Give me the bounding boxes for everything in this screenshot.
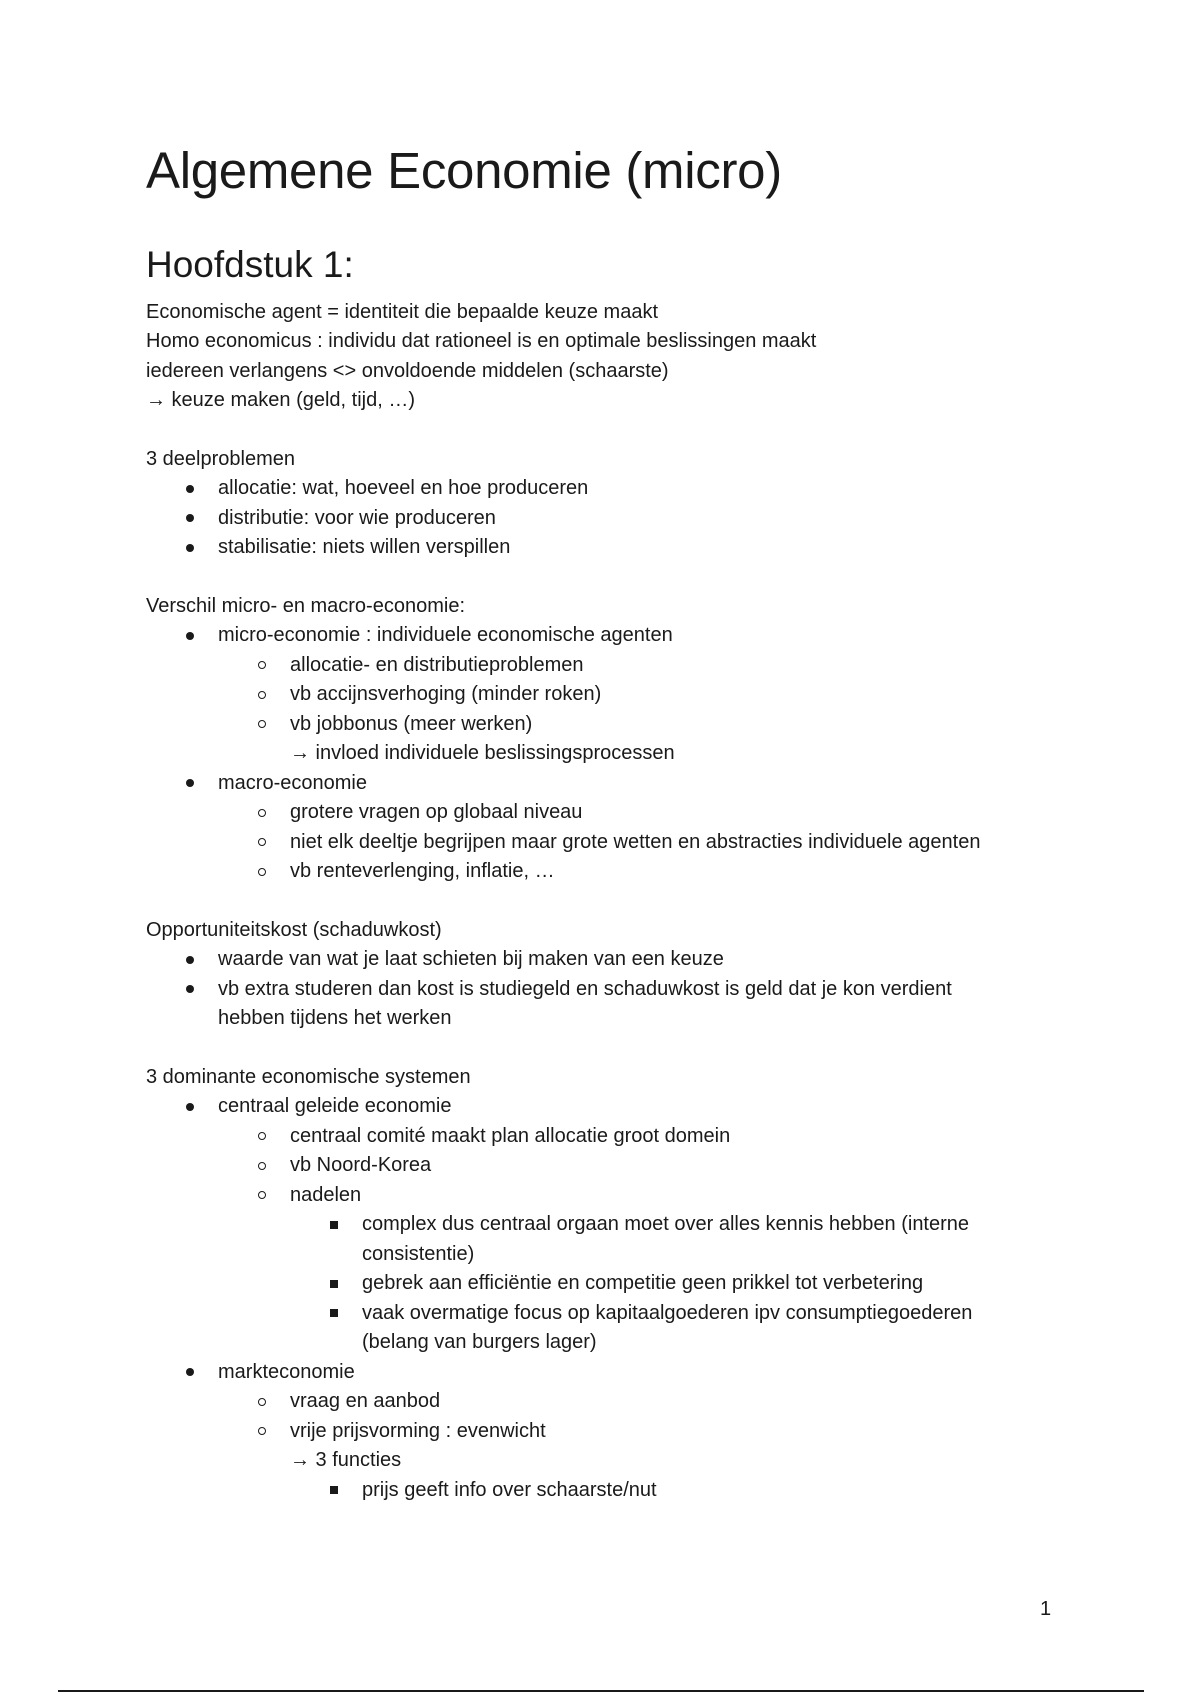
bullet-icon bbox=[186, 632, 194, 640]
square-bullet-icon bbox=[330, 1221, 338, 1229]
intro-line: Homo economicus : individu dat rationeel is en optimale beslissingen maakt bbox=[146, 330, 817, 353]
list-item: vb accijnsverhoging (minder roken) bbox=[218, 680, 1046, 710]
circle-bullet-icon bbox=[258, 868, 266, 876]
circle-bullet-icon bbox=[258, 1191, 266, 1199]
sub-sub-list bbox=[290, 1476, 1046, 1506]
note-line: → 3 functies bbox=[290, 1449, 402, 1472]
circle-bullet-icon bbox=[258, 720, 266, 728]
list-item: prijs geeft info over schaarste/nut bbox=[290, 1476, 1046, 1506]
list-item: vaak overmatige focus op kapitaalgoederen ipv consumptiegoederen (belang van burgers lager) bbox=[290, 1299, 1002, 1358]
circle-bullet-icon bbox=[258, 1398, 266, 1406]
section-heading: Opportuniteitskost (schaduwkost) bbox=[146, 918, 442, 941]
list-item: gebrek aan efficiëntie en competitie geen prikkel tot verbetering bbox=[290, 1269, 1002, 1299]
section-heading: 3 dominante economische systemen bbox=[146, 1065, 471, 1088]
list-item: vb jobbonus (meer werken) → invloed individuele beslissingsprocessen bbox=[218, 710, 1046, 769]
sub-list bbox=[218, 1387, 1046, 1505]
bullet-icon bbox=[186, 544, 194, 552]
circle-bullet-icon bbox=[258, 691, 266, 699]
list-item: waarde van wat je laat schieten bij maken van een keuze bbox=[146, 945, 1046, 975]
circle-bullet-icon bbox=[258, 661, 266, 669]
list-item: centraal comité maakt plan allocatie groot domein bbox=[218, 1122, 1046, 1152]
bullet-list bbox=[146, 945, 1046, 1034]
circle-bullet-icon bbox=[258, 809, 266, 817]
bullet-icon bbox=[186, 985, 194, 993]
square-bullet-icon bbox=[330, 1309, 338, 1317]
bullet-list bbox=[146, 1092, 1046, 1505]
note-line: → invloed individuele beslissingsprocessen bbox=[290, 742, 675, 765]
list-item: markteconomie vraag en aanbod vrije prijsvorming : evenwicht → 3 functies prijs geeft info over schaarste/nut bbox=[146, 1358, 1046, 1506]
list-item: allocatie: wat, hoeveel en hoe produceren bbox=[146, 474, 1046, 504]
list-item: vb Noord-Korea bbox=[218, 1151, 1046, 1181]
list-item: vb extra studeren dan kost is studiegeld en schaduwkost is geld dat je kon verdient hebben tijdens het werken bbox=[146, 975, 978, 1034]
list-item: vraag en aanbod bbox=[218, 1387, 1046, 1417]
circle-bullet-icon bbox=[258, 1132, 266, 1140]
list-item: complex dus centraal orgaan moet over alles kennis hebben (interne consistentie) bbox=[290, 1210, 1002, 1269]
square-bullet-icon bbox=[330, 1280, 338, 1288]
list-item: centraal geleide economie centraal comité maakt plan allocatie groot domein vb Noord-Korea nadelen complex dus centraal orgaan moet over alles kennis hebben (interne consistentie) gebrek aan efficiëntie en competitie geen prikkel tot verbetering vaak overmatige focus op kapitaalgoederen ipv consumptiegoederen (belang van burgers lager) bbox=[146, 1092, 1046, 1358]
square-bullet-icon bbox=[330, 1486, 338, 1494]
bullet-icon bbox=[186, 779, 194, 787]
chapter-heading: Hoofdstuk 1: bbox=[146, 244, 354, 286]
list-item: vrije prijsvorming : evenwicht → 3 functies prijs geeft info over schaarste/nut bbox=[218, 1417, 1046, 1506]
list-item: micro-economie : individuele economische agenten allocatie- en distributieproblemen vb accijnsverhoging (minder roken) vb jobbonus (meer werken) → invloed individuele beslissingsprocessen bbox=[146, 621, 1046, 769]
bullet-icon bbox=[186, 956, 194, 964]
intro-line: Economische agent = identiteit die bepaalde keuze maakt bbox=[146, 300, 659, 323]
document-title: Algemene Economie (micro) bbox=[146, 142, 782, 199]
list-item: grotere vragen op globaal niveau bbox=[218, 798, 1046, 828]
page-number: 1 bbox=[1040, 1598, 1052, 1620]
sub-sub-list bbox=[290, 1210, 1046, 1358]
intro-line: iedereen verlangens <> onvoldoende middelen (schaarste) bbox=[146, 359, 669, 382]
bullet-icon bbox=[186, 1368, 194, 1376]
sub-list bbox=[218, 651, 1046, 769]
list-item: stabilisatie: niets willen verspillen bbox=[146, 533, 1046, 563]
list-item: allocatie- en distributieproblemen bbox=[218, 651, 1046, 681]
sub-list bbox=[218, 798, 1046, 887]
intro-line: → keuze maken (geld, tijd, …) bbox=[146, 389, 415, 412]
list-item: vb renteverlenging, inflatie, … bbox=[218, 857, 1046, 887]
section-heading: 3 deelproblemen bbox=[146, 447, 295, 470]
page-divider bbox=[58, 1690, 1144, 1692]
document-page bbox=[146, 140, 1046, 1505]
bullet-icon bbox=[186, 485, 194, 493]
list-item: macro-economie grotere vragen op globaal niveau niet elk deeltje begrijpen maar grote wetten en abstracties individuele agenten vb renteverlenging, inflatie, … bbox=[146, 769, 1046, 887]
circle-bullet-icon bbox=[258, 1162, 266, 1170]
circle-bullet-icon bbox=[258, 1427, 266, 1435]
list-item: distributie: voor wie produceren bbox=[146, 504, 1046, 534]
bullet-icon bbox=[186, 514, 194, 522]
section-heading: Verschil micro- en macro-economie: bbox=[146, 594, 465, 617]
bullet-list bbox=[146, 621, 1046, 887]
circle-bullet-icon bbox=[258, 838, 266, 846]
bullet-icon bbox=[186, 1103, 194, 1111]
sub-list bbox=[218, 1122, 1046, 1358]
bullet-list bbox=[146, 474, 1046, 563]
list-item: nadelen complex dus centraal orgaan moet over alles kennis hebben (interne consistentie) gebrek aan efficiëntie en competitie geen prikkel tot verbetering vaak overmatige focus op kapitaalgoederen ipv consumptiegoederen (belang van burgers lager) bbox=[218, 1181, 1046, 1358]
list-item: niet elk deeltje begrijpen maar grote wetten en abstracties individuele agenten bbox=[218, 828, 998, 858]
